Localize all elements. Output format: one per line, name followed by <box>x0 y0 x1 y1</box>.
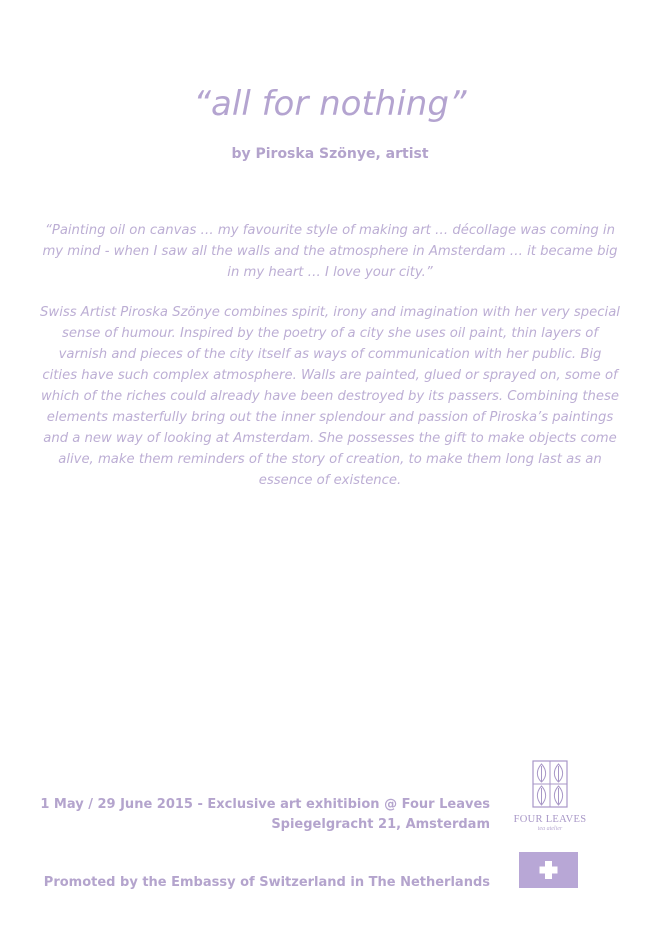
swiss-cross-icon <box>519 852 578 888</box>
page-title: “all for nothing” <box>193 84 467 124</box>
exhibition-dates: 1 May / 29 June 2015 - Exclusive art exhitibion @ Four Leaves <box>40 797 490 812</box>
artist-byline: by Piroska Szönye, artist <box>231 146 429 162</box>
venue-address: Spiegelgracht 21, Amsterdam <box>271 817 490 832</box>
artist-description: Swiss Artist Piroska Szönye combines spirit, irony and imagination with her very special sense of humour. Inspired by the poetry of a city she uses oil paint, thin layers of varnish and pieces of the city itself as ways of communication with her public. Big cities have such complex atmosphere. Walls are painted, glued or sprayed on, some of which of the riches could already have been destroyed by its passers. Combining these elements masterfully bring out the inner splendour and passion of Piroska’s paintings and a new way of looking at Amsterdam. She possesses the gift to make objects come alive, make them reminders of the story of creation, to make them long last as an essence of existence. <box>40 305 620 488</box>
artist-quote: “Painting oil on canvas … my favourite style of making art … décollage was coming in my mind - when I saw all the walls and the atmosphere in Amsterdam … it became big in my heart … I love your city.” <box>42 223 618 280</box>
four-leaves-logo-icon <box>532 760 568 808</box>
swiss-flag <box>519 852 578 888</box>
logo-tagline: tea atelier <box>537 826 563 832</box>
four-leaves-logo <box>510 760 590 832</box>
promoted-by: Promoted by the Embassy of Switzerland in The Netherlands <box>43 875 490 890</box>
logo-name: FOUR LEAVES <box>513 814 587 825</box>
